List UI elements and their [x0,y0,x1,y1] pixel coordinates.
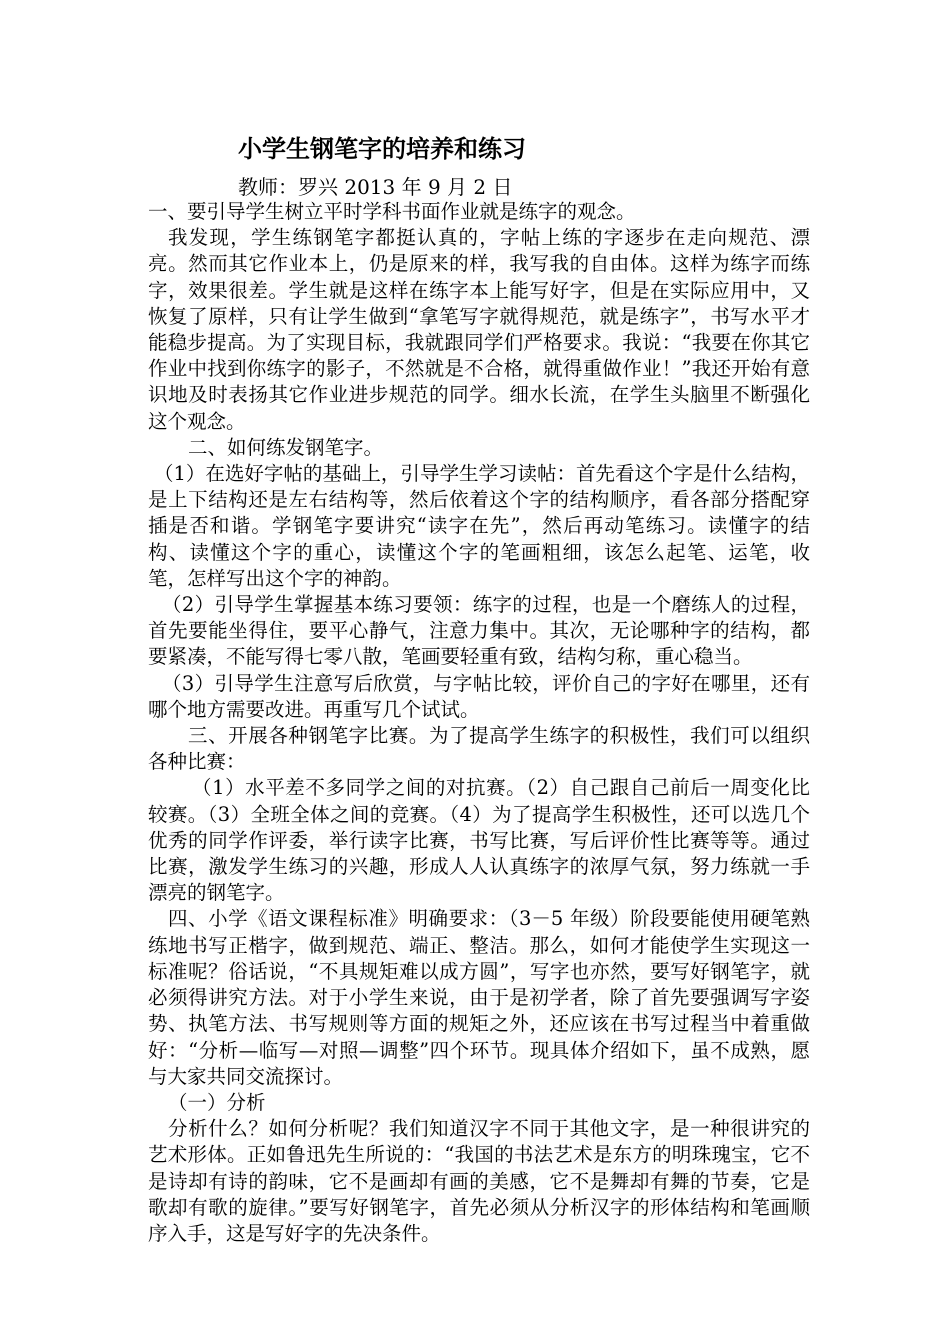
section-heading-1: 一、要引导学生树立平时学科书面作业就是练字的观念。 [148,200,636,223]
section-heading-2: 二、如何练发钢笔字。 [188,435,384,459]
author-date-line: 教师：罗兴 2013 年 9 月 2 日 [238,175,513,199]
list-item-paragraph: （1）在选好字帖的基础上，引导学生学习读帖：首先看这个字是什么结构，是上下结构还是左右结构等，然后依着这个字的结构顺序，看各部分搭配穿插是否和谐。学钢笔字要讲究“读字在先”，然后再动笔练习。读懂字的结构、读懂这个字的重心，读懂这个字的笔画粗细，该怎么起笔、运笔，收笔，怎样写出这个字的神韵。 [148,462,810,590]
section-heading-3: 三、开展各种钢笔字比赛。为了提高学生练字的积极性，我们可以组织各种比赛： [148,724,810,774]
document-title: 小学生钢笔字的培养和练习 [238,134,526,163]
body-paragraph: （1）水平差不多同学之间的对抗赛。（2）自己跟自己前后一周变化比较赛。（3）全班全体之间的竞赛。（4）为了提高学生积极性，还可以选几个优秀的同学作评委，举行读字比赛，书写比赛，写后评价性比赛等等。通过比赛，激发学生练习的兴趣，形成人人认真练字的浓厚气氛，努力练就一手漂亮的钢笔字。 [148,776,810,905]
body-paragraph: 分析什么？如何分析呢？我们知道汉字不同于其他文字，是一种很讲究的艺术形体。正如鲁迅先生所说的：“我国的书法艺术是东方的明珠瑰宝，它不是诗却有诗的韵味，它不是画却有画的美感，它不是舞却有舞的节奏，它是歌却有歌的旋律。”要写好钢笔字，首先必须从分析汉字的形体结构和笔画顺序入手，这是写好字的先决条件。 [148,1117,810,1245]
list-item-paragraph: （2）引导学生掌握基本练习要领：练字的过程，也是一个磨练人的过程，首先要能坐得住，要平心静气，注意力集中。其次，无论哪种字的结构，都要紧凑，不能写得七零八散，笔画要轻重有致，结构匀称，重心稳当。 [148,593,810,669]
document-body [148,199,810,1247]
section-heading-4: 四、小学《语文课程标准》明确要求：（3－5 年级）阶段要能使用硬笔熟练地书写正楷字，做到规范、端正、整洁。那么，如何才能使学生实现这一标准呢？俗话说，“不具规矩难以成方圆”，写字也亦然，要写好钢笔字，就必须得讲究方法。对于小学生来说，由于是初学者，除了首先要强调写字姿势、执笔方法、书写规则等方面的规矩之外，还应该在书写过程当中着重做好：“分析—临写—对照—调整”四个环节。现具体介绍如下，虽不成熟，愿与大家共同交流探讨。 [148,907,810,1088]
subsection-heading: （一）分析 [168,1090,266,1114]
body-paragraph: 我发现，学生练钢笔字都挺认真的，字帖上练的字逐步在走向规范、漂亮。然而其它作业本上，仍是原来的样，我写我的自由体。这样为练字而练字，效果很差。学生就是这样在练字本上能写好字，但是在实际应用中，又恢复了原样，只有让学生做到“拿笔写字就得规范，就是练字”，书写水平才能稳步提高。为了实现目标，我就跟同学们严格要求。我说：“我要在你其它作业中找到你练字的影子，不然就是不合格，就得重做作业！”我还开始有意识地及时表扬其它作业进步规范的同学。细水长流，在学生头脑里不断强化这个观念。 [148,226,810,433]
list-item-paragraph: （3）引导学生注意写后欣赏，与字帖比较，评价自己的字好在哪里，还有哪个地方需要改进。再重写几个试试。 [148,671,810,721]
